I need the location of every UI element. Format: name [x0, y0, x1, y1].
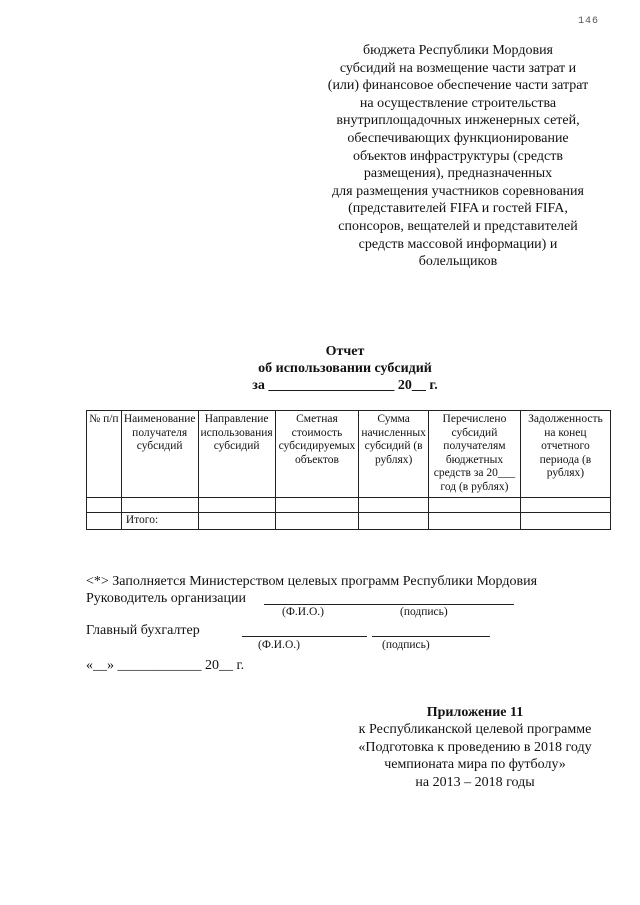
col-header-accrued-amount: Сумма начисленных субсидий (в рублях)	[359, 411, 429, 498]
total-label: Итого:	[121, 512, 198, 529]
col-header-number: № п/п	[87, 411, 122, 498]
table-header-row	[87, 411, 611, 498]
table-cell	[87, 512, 122, 529]
header-block	[288, 42, 628, 271]
table-cell	[87, 497, 122, 512]
total-row	[87, 512, 611, 529]
annex-line: чемпионата мира по футболу»	[384, 757, 566, 773]
date-line: «__» ____________ 20__ г.	[86, 658, 245, 673]
table-cell	[359, 497, 429, 512]
annex-line: к Республиканской целевой программе	[358, 722, 592, 738]
report-heading	[180, 343, 510, 394]
header-line: болельщиков	[418, 254, 498, 270]
page-number: 146	[578, 16, 600, 27]
report-subtitle: об использовании субсидий	[258, 361, 432, 376]
header-line: субсидий на возмещение части затрат и	[339, 60, 577, 76]
head-sign-caption: (подпись)	[400, 606, 448, 618]
header-line: объектов инфраструктуры (средств	[353, 148, 563, 164]
accountant-fio-caption: (Ф.И.О.)	[258, 639, 300, 651]
header-line: для размещения участников соревнования	[332, 183, 584, 199]
header-line: средств массовой информации) и	[358, 236, 558, 252]
header-line: на осуществление строительства	[359, 95, 557, 111]
table-cell	[198, 497, 275, 512]
table-cell	[121, 497, 198, 512]
table-cell	[429, 512, 521, 529]
header-line: (или) финансовое обеспечение части затрат	[327, 78, 589, 94]
accountant-sign-caption: (подпись)	[382, 639, 430, 651]
col-header-estimated-cost: Сметная стоимость субсидируемых объектов	[275, 411, 359, 498]
header-line: размещения), предназначенных	[363, 166, 553, 182]
table-cell	[520, 497, 610, 512]
col-header-transferred: Перечислено субсидий получателям бюджетных средств за 20___ год (в рублях)	[429, 411, 521, 498]
report-title: Отчет	[325, 344, 365, 359]
table-row	[87, 497, 611, 512]
header-line: обеспечивающих функционирование	[347, 130, 569, 146]
accountant-label: Главный бухгалтер	[86, 623, 200, 638]
subsidy-report-table	[86, 410, 611, 530]
table-cell	[359, 512, 429, 529]
col-header-recipient: Наименование получателя субсидий	[121, 411, 198, 498]
annex-title: Приложение 11	[426, 705, 524, 720]
table-cell	[198, 512, 275, 529]
annex-line: на 2013 – 2018 годы	[415, 774, 535, 790]
col-header-direction: Направление использования субсидий	[198, 411, 275, 498]
header-line: спонсоров, вещателей и представителей	[338, 218, 578, 234]
col-header-debt: Задолженность на конец отчетного периода (в рублях)	[520, 411, 610, 498]
annex-line: «Подготовка к проведению в 2018 году	[358, 739, 592, 755]
table-cell	[520, 512, 610, 529]
header-line: (представителей FIFA и гостей FIFA,	[348, 201, 568, 217]
footnote: <*> Заполняется Министерством целевых программ Республики Мордовия	[86, 574, 538, 589]
table-cell	[275, 497, 359, 512]
table-cell	[429, 497, 521, 512]
head-signature-line	[264, 604, 514, 605]
accountant-sign-line	[372, 636, 490, 637]
accountant-fio-line	[242, 636, 367, 637]
report-period: за __________________ 20__ г.	[252, 378, 438, 393]
header-line: внутриплощадочных инженерных сетей,	[336, 113, 580, 129]
header-line: бюджета Республики Мордовия	[362, 43, 553, 58]
head-fio-caption: (Ф.И.О.)	[282, 606, 324, 618]
annex-block	[320, 704, 630, 791]
head-label: Руководитель организации	[86, 591, 246, 606]
table-cell	[275, 512, 359, 529]
